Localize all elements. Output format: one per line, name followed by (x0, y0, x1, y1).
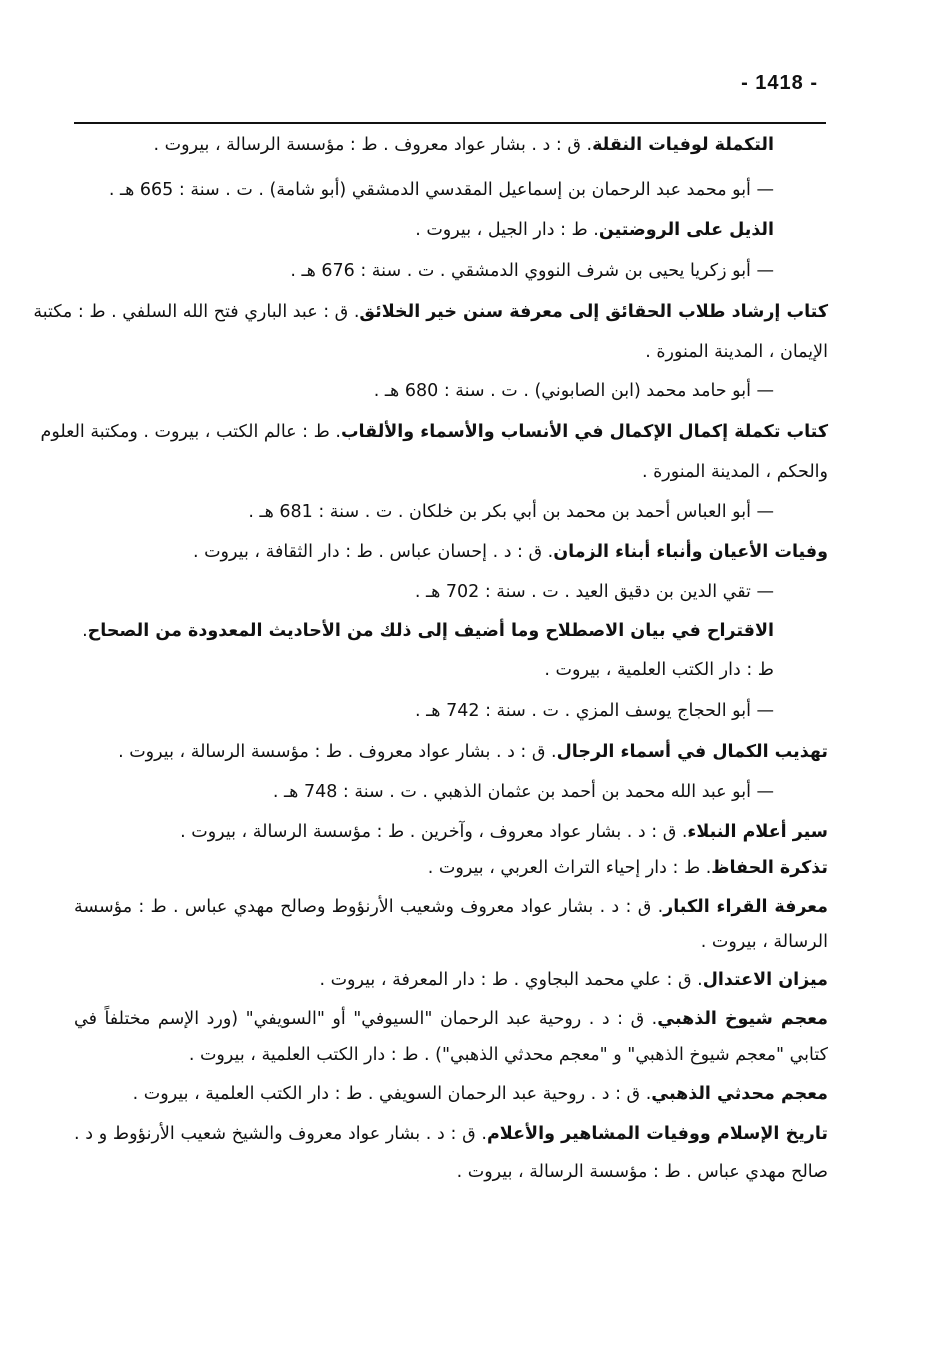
bibliography-line (273, 780, 774, 804)
bibliography-line (180, 820, 828, 844)
entry-details: — تقي الدين بن دقيق العيد . ت . سنة : 702 هـ . (414, 582, 774, 602)
entry-details: . ق : د . بشار عواد معروف والشيخ شعيب الأرنؤوط و د . (74, 1124, 487, 1144)
entry-details: . ق : د . بشار عواد معروف وشعيب الأرنؤوط وصالح مهدي عباس . ط : مؤسسة (74, 897, 664, 917)
bibliography-line (193, 540, 828, 564)
entry-details: — أبو العباس أحمد بن محمد بن أبي بكر بن خلكان . ت . سنة : 681 هـ . (248, 502, 774, 522)
bibliography-line (33, 300, 828, 324)
bibliography-line (189, 1043, 828, 1067)
bibliography-line (154, 133, 774, 157)
bibliography-line (544, 658, 774, 682)
entry-details: — أبو زكريا يحيى بن شرف النووي الدمشقي . ت . سنة : 676 هـ . (290, 261, 774, 281)
bibliography-line (374, 379, 774, 403)
book-title: معجم شيوخ الذهبي (657, 1009, 828, 1029)
bibliography-line (40, 420, 828, 444)
entry-details: . ق : د . روحية عبد الرحمان السويفي . ط : دار الكتب العلمية ، بيروت . (132, 1084, 652, 1104)
entry-details: والحكم ، المدينة المنورة . (642, 462, 828, 482)
bibliography-line (74, 1122, 828, 1146)
entry-details: . ط : دار إحياء التراث العربي ، بيروت . (427, 858, 712, 878)
bibliography-line (74, 1007, 828, 1031)
book-title: كتاب تكملة إكمال الإكمال في الأنساب والأسماء والألقاب (340, 422, 828, 442)
book-title: تهذيب الكمال في أسماء الرجال (556, 742, 828, 762)
bibliography-line (118, 740, 828, 764)
entry-details: — أبو عبد الله محمد بن أحمد بن عثمان الذهبي . ت . سنة : 748 هـ . (272, 782, 774, 802)
book-title: معرفة القراء الكبار (663, 897, 829, 917)
entry-details: كتابي "معجم شيوخ الذهبي" و "معجم محدثي الذهبي") . ط : دار الكتب العلمية ، بيروت . (188, 1045, 828, 1065)
book-title: الاقتراح في بيان الاصطلاح وما أضيف إلى ذلك من الأحاديث المعدودة من الصحاح (87, 621, 774, 641)
book-title: تذكرة الحفاظ (711, 858, 828, 878)
bibliography-line (133, 1082, 828, 1106)
entry-details: الرسالة ، بيروت . (700, 932, 828, 952)
book-title: كتاب إرشاد طلاب الحقائق إلى معرفة سنن خير الخلائق (359, 302, 828, 322)
entry-details: . ق : د . بشار عواد معروف ، وآخرين . ط : مؤسسة الرسالة ، بيروت . (180, 822, 688, 842)
entry-details: . ق : عبد الباري فتح الله السلفي . ط : مكتبة (33, 302, 360, 322)
bibliography-line (415, 699, 774, 723)
bibliography-line (82, 619, 774, 643)
entry-details: — أبو حامد محمد (ابن الصابوني) . ت . سنة : 680 هـ . (373, 381, 774, 401)
bibliography-line (428, 856, 828, 880)
entry-details: — أبو محمد عبد الرحمان بن إسماعيل المقدسي الدمشقي (أبو شامة) . ت . سنة : 665 هـ . (108, 180, 774, 200)
book-title: سير أعلام النبلاء (687, 822, 828, 842)
bibliography-line (319, 968, 828, 992)
book-title: ميزان الاعتدال (702, 970, 828, 990)
bibliography-line (415, 218, 774, 242)
entry-details: . (82, 621, 88, 641)
book-title: معجم محدثي الذهبي (651, 1084, 828, 1104)
entry-details: — أبو الحجاج يوسف المزي . ت . سنة : 742 هـ . (415, 701, 774, 721)
bibliography-line (415, 580, 774, 604)
book-title: الذيل على الروضتين (598, 220, 774, 240)
entry-details: . ق : د . روحية عبد الرحمان "السيوفي" أو "السويفي" (ورد الإسم مختلفاً في (74, 1009, 658, 1029)
bibliography-line (248, 500, 774, 524)
entry-details: . ق : د . بشار عواد معروف . ط : مؤسسة الرسالة ، بيروت . (153, 135, 593, 155)
entry-details: ط : دار الكتب العلمية ، بيروت . (544, 660, 774, 680)
entry-details: . ق : د . إحسان عباس . ط : دار الثقافة ، بيروت . (192, 542, 554, 562)
page-number: - 1418 - (741, 72, 818, 94)
bibliography-line (457, 1160, 828, 1184)
entry-details: . ط : دار الجيل ، بيروت . (415, 220, 599, 240)
bibliography-line (290, 259, 774, 283)
bibliography-line (701, 930, 828, 954)
header-rule (74, 122, 826, 124)
bibliography-line (74, 895, 828, 919)
bibliography-line (642, 460, 828, 484)
bibliography-line (109, 178, 774, 202)
entry-details: . ط : عالم الكتب ، بيروت . ومكتبة العلوم (40, 422, 341, 442)
book-title: وفيات الأعيان وأنباء أبناء الزمان (553, 542, 828, 562)
entry-details: . ق : علي محمد البجاوي . ط : دار المعرفة ، بيروت . (319, 970, 703, 990)
entry-details: الإيمان ، المدينة المنورة . (645, 342, 828, 362)
entry-details: . ق : د . بشار عواد معروف . ط : مؤسسة الرسالة ، بيروت . (118, 742, 557, 762)
entry-details: صالح مهدي عباس . ط : مؤسسة الرسالة ، بيروت . (456, 1162, 828, 1182)
book-title: تاريخ الإسلام ووفيات المشاهير والأعلام (486, 1124, 828, 1144)
book-title: التكملة لوفيات النقلة (592, 135, 774, 155)
bibliography-line (645, 340, 828, 364)
